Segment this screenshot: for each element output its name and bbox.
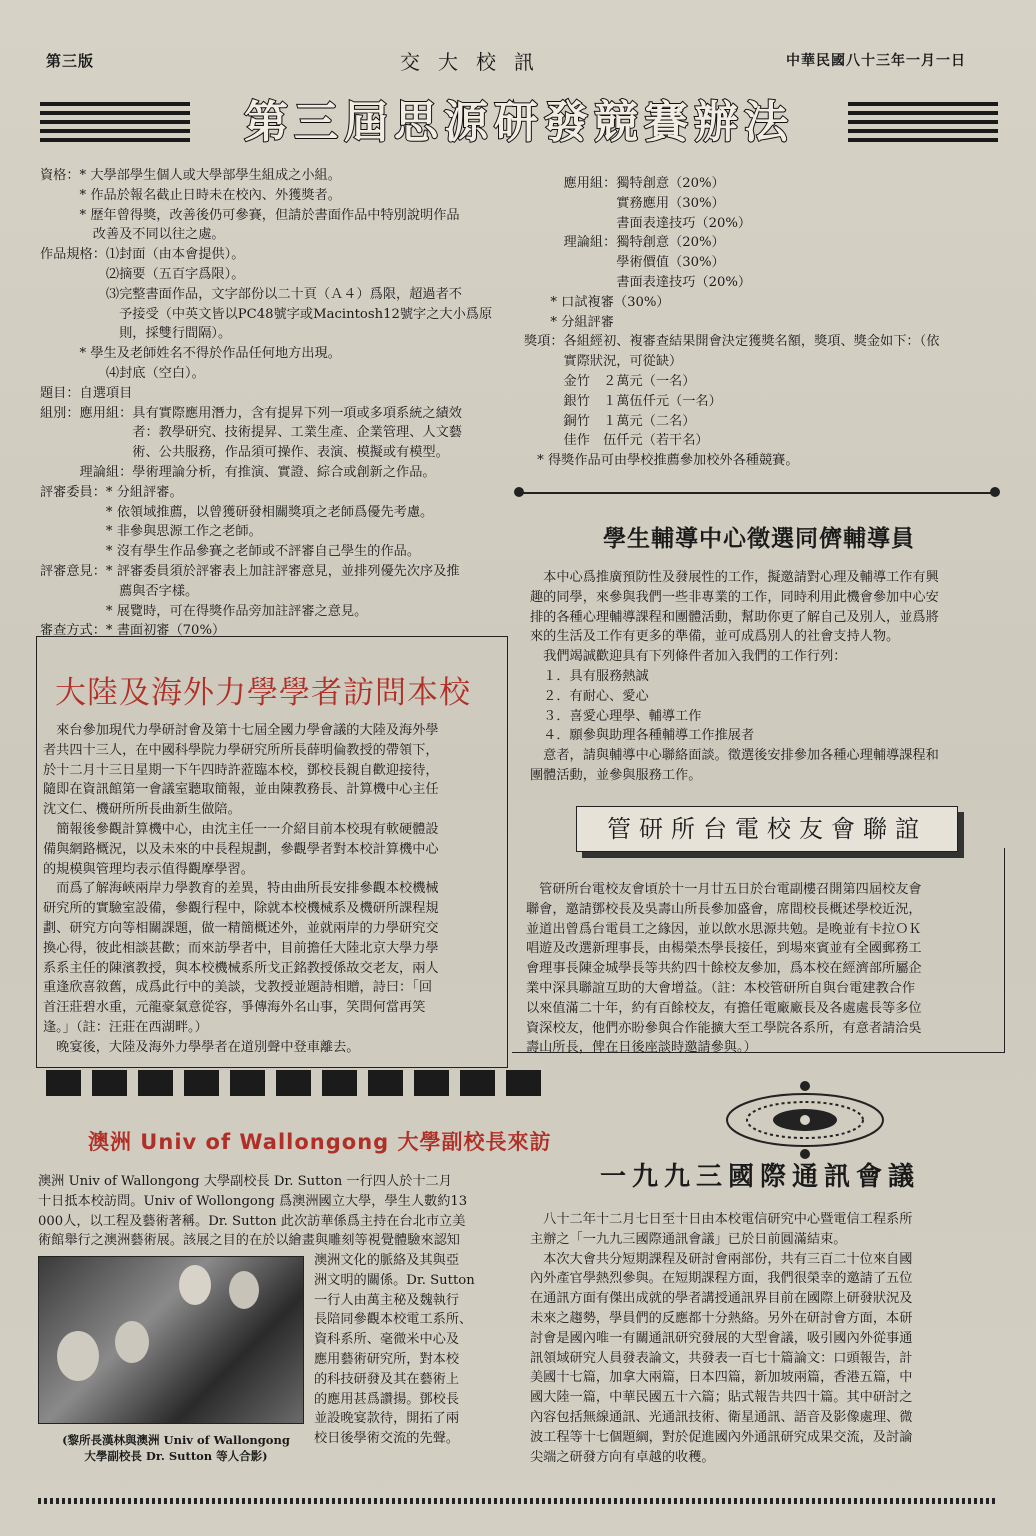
photo-caption-line: (黎所長漢林與澳洲 Univ of Wallongong	[62, 1433, 290, 1447]
text-line: 逢。」（註：汪莊在西湖畔。）	[43, 1019, 208, 1035]
text-line: 佳作 伍仟元（若干名）	[524, 433, 709, 449]
text-line: * 得獎作品可由學校推薦參加校外各種競賽。	[524, 453, 799, 469]
text-line: 重逢欣喜敘舊，成爲此行中的美談，戈教授並題詩相贈，詩曰：「回	[43, 980, 433, 996]
text-line: 換心得，彼此相談甚歡；而來訪學者中，目前擔任大陸北京大學力學	[43, 940, 439, 956]
wollongong-body	[38, 1172, 508, 1251]
photo-face	[115, 1321, 149, 1363]
text-line: 資科系所、毫微米中心及	[314, 1332, 460, 1348]
photo-face	[57, 1331, 99, 1381]
text-line: 訊領域研究人員發表論文，共發表一百七十篇論文：口頭報告，計	[530, 1350, 913, 1366]
photo-face	[229, 1271, 259, 1309]
counseling-title: 學生輔導中心徵選同儕輔導員	[603, 526, 915, 552]
edition-label: 第三版	[46, 52, 95, 70]
text-line: 排的各種心理輔導課程和團體活動，幫助你更了解自己及別人，並爲將	[530, 609, 939, 625]
text-line: * 歷年曾得獎，改善後仍可參賽，但請於書面作品中特別說明作品	[40, 207, 460, 223]
text-line: １．具有服務熱誠	[530, 668, 649, 684]
text-line: 長陪同參觀本校電工系所、	[314, 1312, 473, 1328]
divider-line	[520, 492, 996, 494]
wave-decoration-left	[40, 102, 190, 144]
text-line: 內外產官學熱烈參與。在短期課程方面，我們很榮幸的邀請了五位	[530, 1271, 913, 1287]
text-line: 資深校友，他們亦盼參與合作能擴大至工學院各系所，有意者請洽吳	[526, 1020, 922, 1036]
text-line: 評審意見：* 評審委員須於評審表上加註評審意見，並排列優先次序及推	[40, 563, 460, 579]
alumni-body	[526, 880, 996, 1058]
text-line: 本中心爲推廣預防性及發展性的工作，擬邀請對心理及輔導工作有興	[530, 570, 939, 585]
text-line: 的規模與管理均表示值得觀摩學習。	[43, 861, 254, 877]
text-line: 十日抵本校訪問。Univ of Wollongong 爲澳洲國立大學，學生人數約13	[38, 1193, 468, 1209]
text-line: 於十二月十三日星期一下午四時許蒞臨本校，鄧校長親自歡迎接待，	[43, 762, 439, 778]
contest-rules-right	[524, 174, 1004, 471]
visit-title: 大陸及海外力學學者訪問本校	[55, 675, 471, 711]
visit-article-box	[36, 636, 508, 1068]
conference-title: 一九九三國際通訊會議	[600, 1162, 921, 1192]
text-line: 意者，請與輔導中心聯絡面談。徵選後安排參加各種心理輔導課程和	[530, 748, 939, 764]
text-line: * 非參與思源工作之老師。	[40, 524, 262, 540]
text-line: 應用藝術研究所，對本校	[314, 1351, 460, 1367]
text-line: 未來之趨勢，學員們的反應都十分熱絡。另外在研討會方面，本研	[530, 1310, 913, 1326]
text-line: 首汪莊碧水重，元龍豪氣意從容，爭傳海外名山事，笑問何當再笑	[43, 1000, 426, 1016]
text-line: ⑶完整書面作品，文字部份以二十頁（Ａ４）爲限，超過者不	[40, 286, 462, 302]
text-line: 銅竹 １萬元（二名）	[524, 413, 696, 429]
text-line: ⑵摘要（五百字爲限）。	[40, 266, 245, 282]
text-line: 000人，以工程及藝術著稱。Dr. Sutton 此次訪華係爲主持在台北市立美	[38, 1213, 466, 1229]
text-line: 尖端之研發方向有卓越的收穫。	[530, 1449, 715, 1465]
alumni-title-box	[576, 806, 958, 852]
text-line: 研究所的實驗室設備，參觀行程中，除就本校機械系及機研所課程規	[43, 901, 439, 917]
text-line: 管研所台電校友會頃於十一月廿五日於台電副樓召開第四屆校友會	[526, 882, 922, 897]
text-line: 唱遊及改選新理事長，由楊榮杰學長接任，到場來賓並有全國郵務工	[526, 941, 922, 957]
text-line: 沈文仁、機研所所長曲新生做陪。	[43, 802, 241, 818]
text-line: 壽山所長，俾在日後座談時邀請參與。）	[526, 1040, 757, 1056]
text-line: 澳洲 Univ of Wallongong 大學副校長 Dr. Sutton 一行四人於十二月	[38, 1174, 452, 1189]
text-line: 的科技研發及其在藝術上	[314, 1371, 460, 1387]
text-line: 術館舉行之澳洲藝術展。該展之目的在於以繪畫與雕刻等視覺體驗來認知	[38, 1233, 460, 1249]
text-line: 薦與否字樣。	[40, 583, 199, 599]
conference-body	[530, 1210, 1000, 1467]
text-line: ３．喜愛心理學、輔導工作	[530, 708, 702, 724]
divider-dot-left	[514, 487, 524, 497]
text-line: 的應用甚爲讚揚。鄧校長	[314, 1391, 460, 1407]
text-line: 書面表達技巧（20%）	[524, 215, 752, 231]
text-line: * 依領域推薦，以曾獲研發相關獎項之老師爲優先考慮。	[40, 504, 434, 520]
text-line: 理論組：學術理論分析，有推演、實證、綜合或創新之作品。	[40, 464, 436, 480]
text-line: 主辦之「一九九三國際通訊會議」已於日前圓滿結束。	[530, 1231, 847, 1247]
text-line: * 沒有學生作品參賽之老師或不評審自己學生的作品。	[40, 544, 421, 560]
text-line: 隨即在資訊館第一會議室聽取簡報，並由陳教務長、計算機中心主任	[43, 782, 439, 798]
paper-name: 交大校訊	[400, 50, 552, 74]
wollongong-title: 澳洲 Univ of Wallongong 大學副校長來訪	[88, 1130, 552, 1154]
text-line: 內容包括無線通訊、光通訊技術、衛星通訊、語音及影像處理、微	[530, 1409, 913, 1425]
text-line: 波工程等十七個題綱，對於促進國內外通訊研究成果交流，及討論	[530, 1429, 913, 1445]
text-line: 並道出曾爲台電員工之緣因，並以飲水思源共勉。是晚並有卡拉ＯＫ	[526, 921, 922, 937]
text-line: ４．願參與助理各種輔導工作推展者	[530, 728, 755, 744]
contest-rules-left	[40, 166, 520, 641]
text-line: 以來值滿二十年，約有百餘校友，有擔任電廠廠長及各處處長等多位	[526, 1000, 922, 1016]
issue-date: 中華民國八十三年一月一日	[786, 53, 966, 69]
text-line: 我們竭誠歡迎具有下列條件者加入我們的工作行列：	[530, 649, 847, 665]
text-line: 者：教學研究、技術提昇、工業生產、企業管理、人文藝	[40, 425, 462, 441]
text-line: ２．有耐心、愛心	[530, 688, 649, 704]
text-line: 業中深具聯誼互助的大會增益。（註：本校管研所自與台電建教合作	[526, 980, 916, 996]
text-line: 予接受（中英文皆以PC48號字或Macintosh12號字之大小爲原	[40, 306, 493, 322]
text-line: 會理事長陳金城學長等共約四十餘校友參加，爲本校在經濟部所屬企	[526, 961, 922, 977]
group-photo	[38, 1256, 304, 1424]
photo-caption-line: 大學副校長 Dr. Sutton 等人合影)	[84, 1449, 268, 1463]
text-line: 金竹 ２萬元（一名）	[524, 373, 696, 389]
text-line: 學術價值（30%）	[524, 255, 725, 271]
text-line: 改善及不同以往之處。	[40, 227, 225, 243]
text-line: 一行人由萬主秘及魏執行	[314, 1292, 460, 1308]
alumni-title: 管研所台電校友會聯誼	[607, 815, 927, 843]
text-line: 並設晚宴款待，開拓了兩	[314, 1411, 460, 1427]
text-line: 在通訊方面有傑出成就的學者講授通訊界目前在國際上研發狀況及	[530, 1291, 913, 1307]
text-line: 晚宴後，大陸及海外力學學者在道別聲中登車離去。	[43, 1039, 360, 1055]
text-line: 八十二年十二月七日至十日由本校電信研究中心暨電信工程系所	[530, 1212, 913, 1227]
text-line: 備與網路概況，以及未來的中長程規劃，參觀學者對本校計算機中心	[43, 841, 439, 857]
text-line: 銀竹 １萬伍仟元（一名）	[524, 393, 722, 409]
divider-dot-right	[990, 487, 1000, 497]
text-line: 實際狀況，可從缺）	[524, 354, 683, 370]
text-line: 術、公共服務，作品須可操作、表演、模擬或有模型。	[40, 445, 449, 461]
text-line: 實務應用（30%）	[524, 195, 725, 211]
text-line: ⑷封底（空白）。	[40, 365, 205, 381]
text-line: 討會是國內唯一有關通訊研究發展的大型會議，吸引國內外從事通	[530, 1330, 913, 1346]
wollongong-side-text	[314, 1251, 514, 1449]
photo-face	[179, 1265, 211, 1305]
text-line: 澳洲文化的脈絡及其與亞	[314, 1253, 460, 1268]
text-line: 應用組：獨特創意（20%）	[524, 176, 725, 191]
visit-body	[43, 721, 503, 1058]
text-line: 審查方式：* 書面初審（70%）	[40, 623, 226, 639]
text-line: 劃、研究方向等相關課題，做一精簡概述外，並就兩岸的力學研究交	[43, 920, 439, 936]
text-line: 來的生活及工作有更多的準備，並可成爲別人的社會支持人物。	[530, 629, 900, 645]
text-line: * 學生及老師姓名不得於作品任何地方出現。	[40, 346, 341, 362]
text-line: 校日後學術交流的先聲。	[314, 1431, 460, 1447]
text-line: 者共四十三人，在中國科學院力學研究所所長薛明倫教授的帶領下，	[43, 742, 439, 758]
text-line: 本次大會共分短期課程及研討會兩部份，共有三百二十位來自國	[530, 1251, 913, 1267]
text-line: * 作品於報名截止日時未在校內、外獲獎者。	[40, 187, 341, 203]
photo-caption	[46, 1432, 306, 1464]
counseling-body	[530, 568, 1000, 786]
text-line: 則，採雙行間隔）。	[40, 326, 232, 342]
text-line: 國大陸一篇，中華民國五十六篇；貼式報告共四十篇。其中研討之	[530, 1390, 913, 1406]
text-line: * 口試複審（30%）	[524, 294, 670, 310]
text-line: 團體活動，並參與服務工作。	[530, 767, 702, 783]
text-line: 書面表達技巧（20%）	[524, 274, 752, 290]
ornament-decoration	[720, 1080, 890, 1160]
square-decoration-row	[46, 1070, 541, 1096]
text-line: 簡報後參觀計算機中心，由沈主任一一介紹目前本校現有軟硬體設	[43, 821, 439, 837]
text-line: 來台參加現代力學研討會及第十七屆全國力學會議的大陸及海外學	[43, 723, 439, 738]
text-line: 洲文明的關係。Dr. Sutton	[314, 1272, 475, 1288]
text-line: 而爲了解海峽兩岸力學教育的差異，特由曲所長安排參觀本校機械	[43, 881, 439, 897]
text-line: 聯會，邀請鄧校長及吳壽山所長參加盛會，席間校長概述學校近況，	[526, 901, 922, 917]
text-line: * 展覽時，可在得獎作品旁加註評審之意見。	[40, 603, 368, 619]
text-line: 作品規格：⑴封面（由本會提供）。	[40, 247, 245, 263]
banner-title: 第三屆思源研發競賽辦法	[244, 97, 794, 148]
text-line: 獎項：各組經初、複審查結果開會決定獲獎名額，獎項、獎金如下：（依	[524, 334, 940, 350]
bottom-border	[38, 1498, 998, 1504]
text-line: 題目：自選項目	[40, 385, 133, 401]
text-line: 美國十七篇，加拿大兩篇，日本四篇，新加坡兩篇，香港五篇，中	[530, 1370, 913, 1386]
wave-decoration-right	[848, 102, 998, 144]
text-line: 理論組：獨特創意（20%）	[524, 235, 725, 251]
text-line: * 分組評審	[524, 314, 614, 330]
text-line: 組別：應用組：具有實際應用潛力，含有提昇下列一項或多項系統之績效	[40, 405, 462, 421]
text-line: 趣的同學，來參與我們一些非專業的工作，同時利用此機會參加中心安	[530, 589, 939, 605]
contest-banner	[40, 92, 998, 154]
text-line: 資格：* 大學部學生個人或大學部學生組成之小組。	[40, 168, 341, 183]
text-line: 系系主任的陳濱教授，與本校機械系所戈正銘教授係故交老友，兩人	[43, 960, 439, 976]
text-line: 評審委員：* 分組評審。	[40, 484, 183, 500]
